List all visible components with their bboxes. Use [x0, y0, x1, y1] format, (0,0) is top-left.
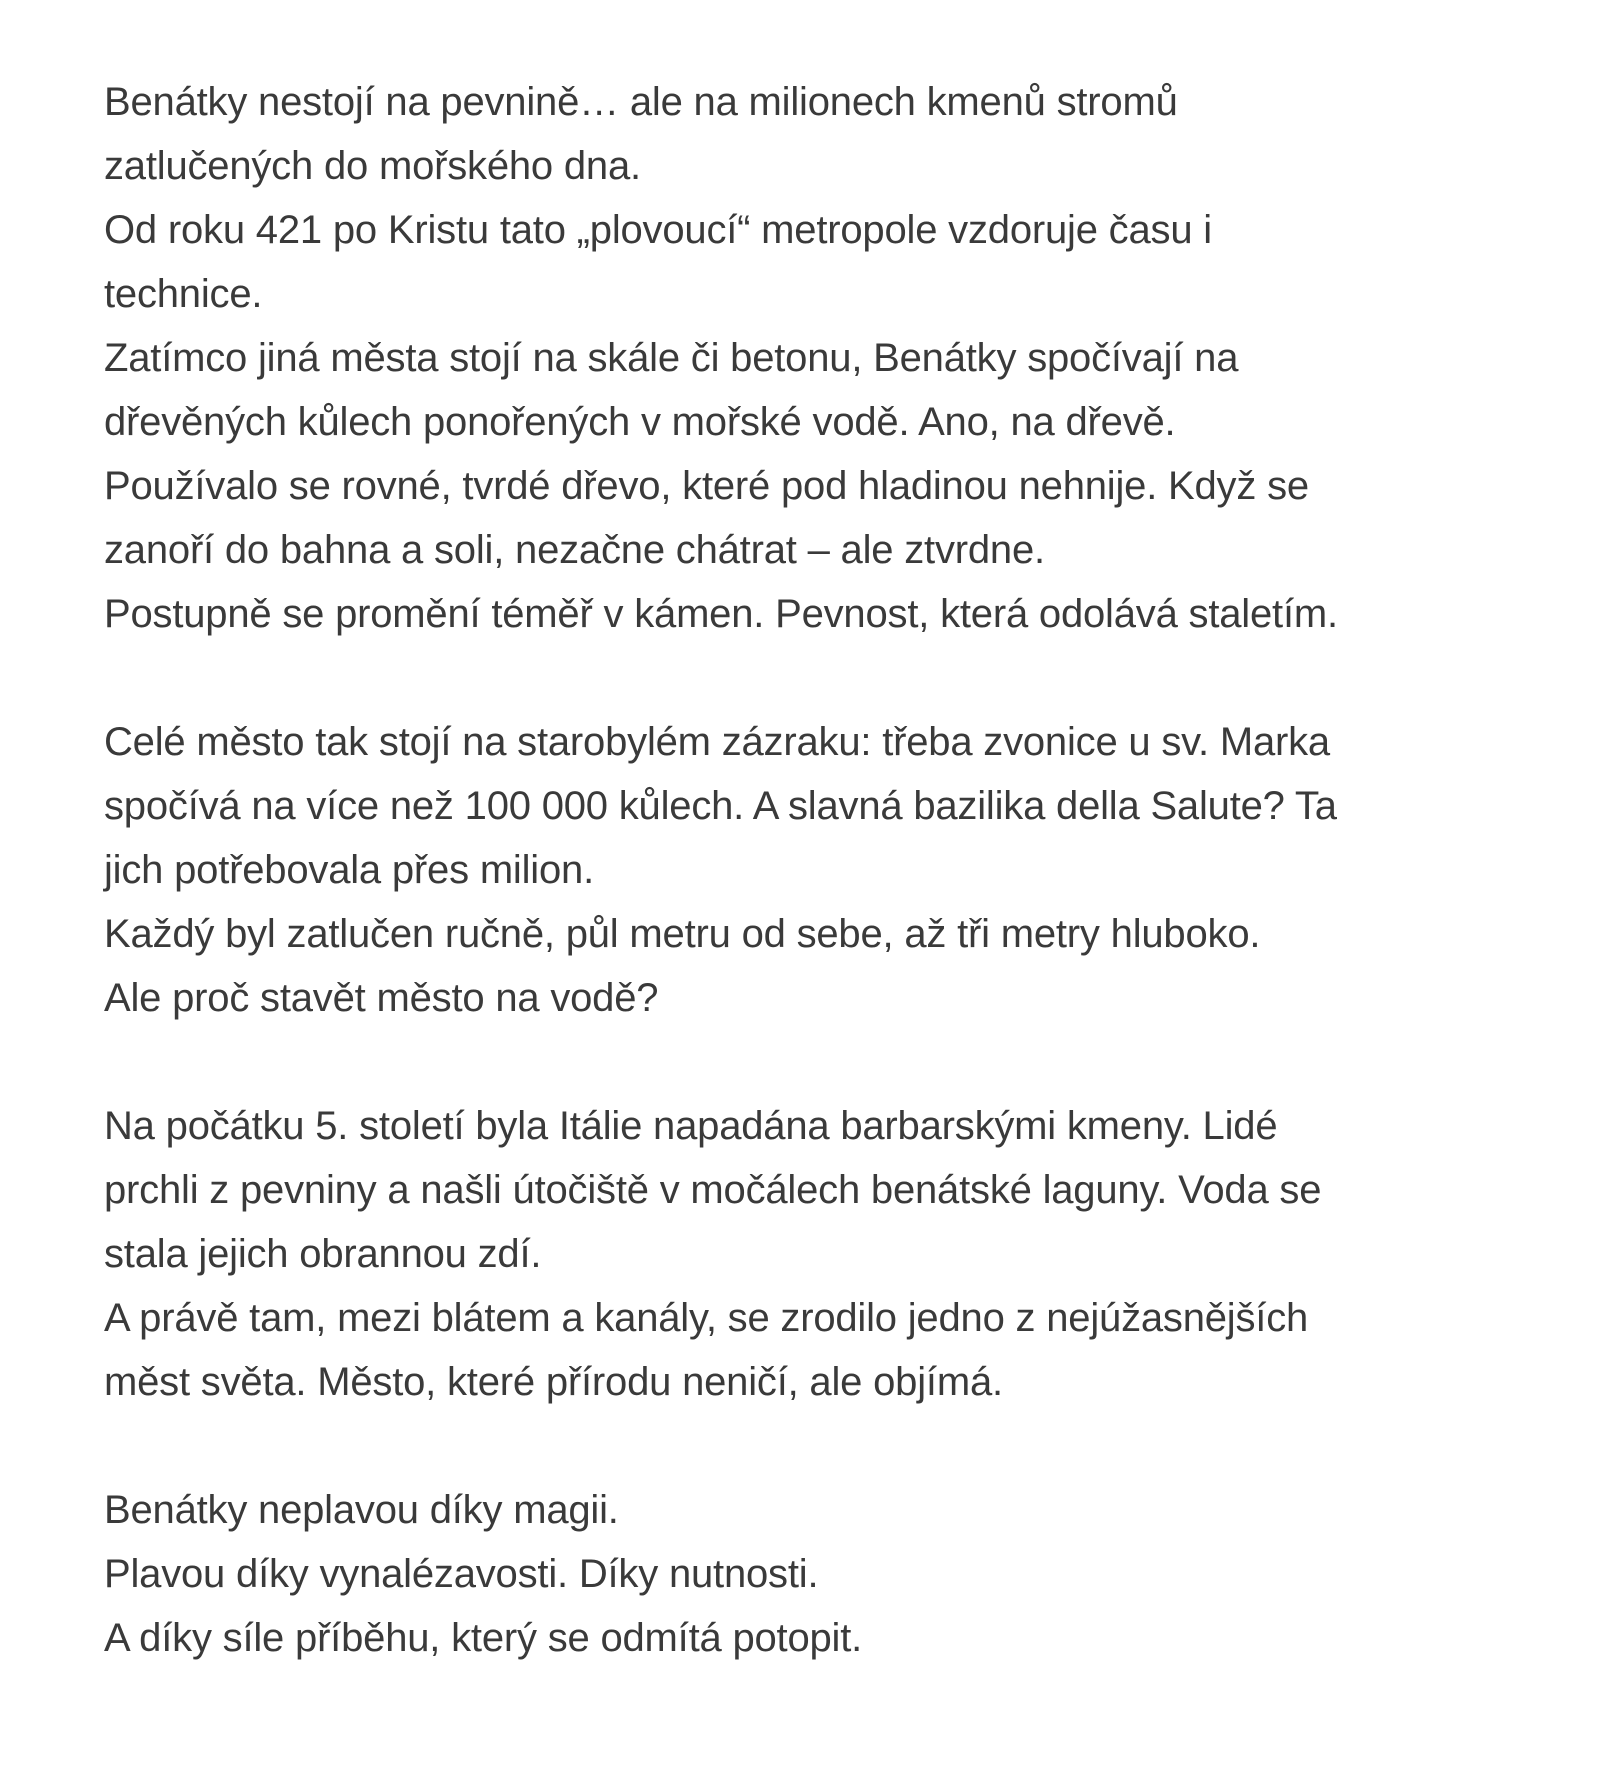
text-line: Celé město tak stojí na starobylém zázraku: třeba zvonice u sv. Marka	[104, 720, 1330, 764]
paragraph-1	[104, 70, 1524, 646]
text-line: Používalo se rovné, tvrdé dřevo, které pod hladinou nehnije. Když se	[104, 464, 1309, 508]
article-body	[104, 70, 1524, 1670]
text-line: prchli z pevniny a našli útočiště v močálech benátské laguny. Voda se	[104, 1168, 1322, 1212]
text-line: zatlučených do mořského dna.	[104, 144, 641, 188]
text-line: Na počátku 5. století byla Itálie napadána barbarskými kmeny. Lidé	[104, 1104, 1278, 1148]
text-line: Každý byl zatlučen ručně, půl metru od sebe, až tři metry hluboko.	[104, 912, 1261, 956]
paragraph-4	[104, 1478, 1524, 1670]
text-line: technice.	[104, 272, 263, 316]
paragraph-3	[104, 1094, 1524, 1414]
text-line: zanoří do bahna a soli, nezačne chátrat – ale ztvrdne.	[104, 528, 1045, 572]
text-line: měst světa. Město, které přírodu neničí, ale objímá.	[104, 1360, 1003, 1404]
text-line: Benátky neplavou díky magii.	[104, 1488, 619, 1532]
text-line: stala jejich obrannou zdí.	[104, 1232, 542, 1276]
text-line: jich potřebovala přes milion.	[104, 848, 595, 892]
text-line: Zatímco jiná města stojí na skále či betonu, Benátky spočívají na	[104, 336, 1239, 380]
text-line: Ale proč stavět město na vodě?	[104, 976, 659, 1020]
text-line: A právě tam, mezi blátem a kanály, se zrodilo jedno z nejúžasnějších	[104, 1296, 1309, 1340]
text-line: Plavou díky vynalézavosti. Díky nutnosti.	[104, 1552, 819, 1596]
text-line: dřevěných kůlech ponořených v mořské vodě. Ano, na dřevě.	[104, 400, 1176, 444]
paragraph-2	[104, 710, 1524, 1030]
text-line: spočívá na více než 100 000 kůlech. A slavná bazilika della Salute? Ta	[104, 784, 1337, 828]
text-line: A díky síle příběhu, který se odmítá potopit.	[104, 1616, 863, 1660]
text-line: Postupně se promění téměř v kámen. Pevnost, která odolává staletím.	[104, 592, 1338, 636]
text-line: Benátky nestojí na pevnině… ale na milionech kmenů stromů	[104, 80, 1178, 124]
text-line: Od roku 421 po Kristu tato „plovoucí“ metropole vzdoruje času i	[104, 208, 1212, 252]
